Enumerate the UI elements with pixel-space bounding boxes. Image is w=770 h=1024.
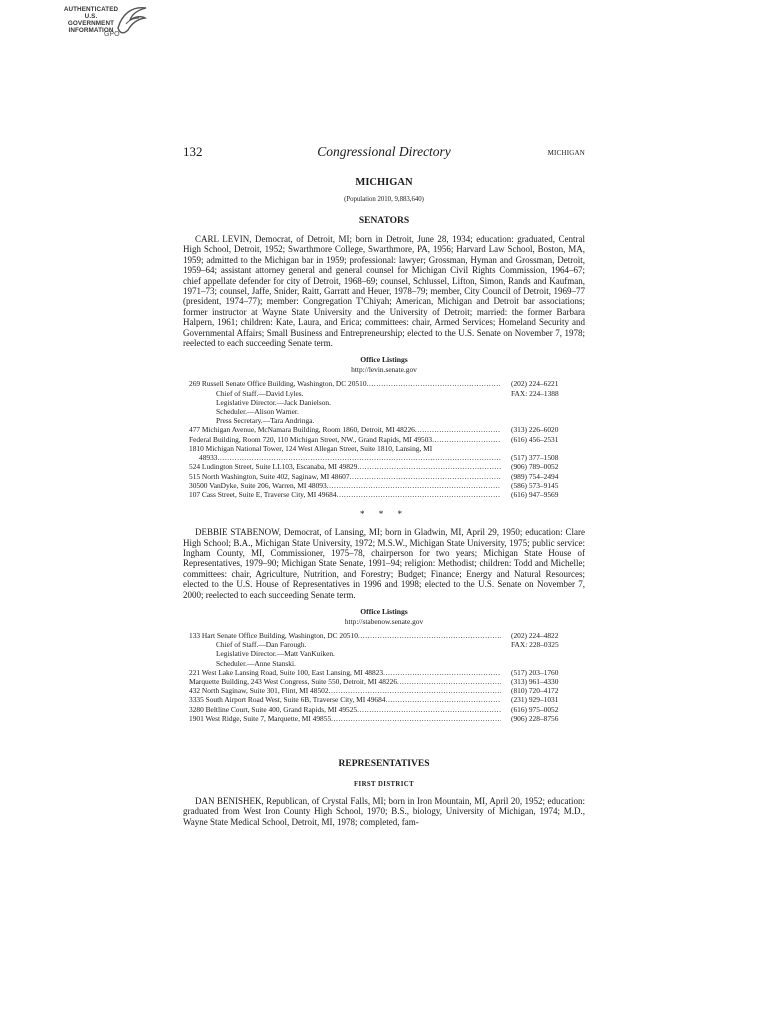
office-listing-row [183, 389, 585, 398]
dot-leader [432, 435, 501, 444]
office-listing-row [183, 379, 585, 388]
address-text: 524 Ludington Street, Suite LL103, Escanaba, MI 49829 [189, 462, 358, 472]
phone-number [501, 659, 585, 668]
phone-number [501, 416, 585, 425]
office-listing-row [183, 453, 585, 462]
phone-number: (906) 789–0052 [511, 462, 559, 472]
phone-number: (616) 947–9569 [511, 489, 559, 499]
address-text: 48933 [199, 453, 218, 463]
address-text: 107 Cass Street, Suite E, Traverse City, MI 49684 [189, 489, 337, 499]
staff-entry: Chief of Staff.—David Lyles. [216, 388, 304, 398]
dot-leader [397, 677, 501, 686]
district-heading: FIRST DISTRICT [353, 780, 415, 788]
listing-address [183, 379, 501, 388]
dot-leader [383, 668, 501, 677]
office-listing-row [183, 416, 585, 425]
listing-address [183, 435, 501, 444]
office-listing-row [183, 481, 585, 490]
dot-leader [331, 714, 501, 723]
dot-leader [357, 462, 501, 471]
listing-address [183, 677, 501, 686]
dot-leader [337, 490, 501, 499]
gpo-authentication-seal [62, 6, 148, 46]
running-header [183, 144, 585, 164]
address-text: 269 Russell Senate Office Building, Washington, DC 20510 [189, 379, 367, 389]
phone-number [501, 444, 585, 453]
office-listing-row [183, 668, 585, 677]
dot-leader [217, 453, 501, 462]
seal-line-2: U.S. GOVERNMENT [67, 13, 115, 27]
listing-address [183, 695, 501, 704]
listing-address [183, 631, 501, 640]
listing-address [183, 640, 501, 649]
office-listings [183, 379, 585, 499]
dot-leader [350, 472, 501, 481]
dot-leader [327, 481, 501, 490]
section-separator: * * * [360, 509, 408, 520]
office-listing-row [183, 490, 585, 499]
dot-leader [386, 695, 502, 704]
office-listing-row [183, 714, 585, 723]
dot-leader [329, 686, 501, 695]
listing-address [183, 462, 501, 471]
staff-entry: Legislative Director.—Matt VanKuiken. [216, 649, 335, 659]
representatives-heading: REPRESENTATIVES [338, 758, 430, 769]
state-title: MICHIGAN [355, 177, 413, 188]
listing-address [183, 481, 501, 490]
phone-number: (586) 573–9145 [511, 480, 559, 490]
population-note: (Population 2010, 9,883,640) [344, 196, 424, 203]
office-listings-heading: Office Listings [360, 606, 408, 616]
publication-title: Congressional Directory [317, 144, 451, 159]
office-listing-row [183, 407, 585, 416]
staff-entry: Press Secretary.—Tara Andringa. [216, 416, 315, 426]
office-listing-row [183, 425, 585, 434]
address-text: Federal Building, Room 720, 110 Michigan Street, NW., Grand Rapids, MI 49503 [189, 434, 433, 444]
phone-number [501, 407, 585, 416]
listing-address [183, 453, 501, 462]
office-listing-row [183, 444, 585, 453]
phone-number: (313) 961–4330 [511, 676, 559, 686]
address-text: Marquette Building, 243 West Congress, Suite 550, Detroit, MI 48226 [189, 676, 398, 686]
phone-number: (313) 226–6020 [511, 425, 559, 435]
phone-number: (616) 456–2531 [511, 434, 559, 444]
listing-address [183, 416, 501, 425]
phone-number: (810) 720–4172 [511, 686, 559, 696]
office-listing-row [183, 677, 585, 686]
directory-page [183, 144, 585, 836]
senators-section [183, 234, 585, 723]
senator-bio: CARL LEVIN, Democrat, of Detroit, MI; born in Detroit, June 28, 1934; education: graduated, Central High School, Detroit, 1952; Swarthmore College, Swarthmore, PA, 1956; Harvard Law School, Boston, MA, 1959; admitted to the Michigan bar in 1959; professional: lawyer; Grossman, Hyman and Grossman, Detroit, 1959–64; assistant attorney general and general counsel for Michigan Civil Rights Commission, 1964–67; chief appellate defender for city of Detroit, 1968–69; counsel, Schlussel, Lifton, Simon, Rands and Kaufman, 1971–73; counsel, Jaffe, Snider, Raitt, Garratt and Heuer, 1978–79; member, City Council of Detroit, 1969–77 (president, 1974–77); member: Congregation T'Chiyah; American, Michigan and Detroit bar associations; former instructor at Wayne State University and the University of Detroit; married: the former Barbara Halpern, 1961; children: Kate, Laura, and Erica; committees: chair, Armed Services; Homeland Security and Governmental Affairs; Small Business and Entrepreneurship; elected to the U.S. Senate on November 7, 1978; reelected to each succeeding Senate term. [183, 234, 585, 349]
listing-address [183, 407, 501, 416]
phone-number: (202) 224–4822 [511, 630, 559, 640]
office-website-url: http://stabenow.senate.gov [344, 616, 424, 626]
staff-entry: Scheduler.—Alison Warner. [216, 407, 299, 417]
phone-number: (231) 929–1031 [511, 695, 559, 705]
address-text: 30500 VanDyke, Suite 206, Warren, MI 48093 [189, 480, 327, 490]
senator-bio: DEBBIE STABENOW, Democrat, of Lansing, MI; born in Gladwin, MI, April 29, 1950; education: Clare High School; B.A., Michigan State University, 1972; M.S.W., Michigan State University, 1975; public service: Ingham County, MI, Commissioner, 1975–78, chairperson for two years; Michigan State House of Representatives, 1979–90; Michigan State Senate, 1991–94; religion: Methodist; children: Todd and Michelle; committees: chair, Agriculture, Nutrition, and Forestry; Budget; Finance; Energy and Natural Resources; elected to the U.S. House of Representatives in 1996 and 1998; elected to the U.S. Senate on November 7, 2000; reelected to each succeeding Senate term. [183, 527, 585, 600]
phone-number: (202) 224–6221 [511, 379, 559, 389]
phone-number [501, 398, 585, 407]
dot-leader [358, 631, 501, 640]
listing-address [183, 425, 501, 434]
office-listings [183, 631, 585, 723]
office-listings-heading: Office Listings [360, 355, 408, 365]
listing-address [183, 389, 501, 398]
eagle-icon [112, 4, 150, 38]
staff-entry: Chief of Staff.—Dan Farough. [216, 640, 307, 650]
office-website-url: http://levin.senate.gov [351, 365, 417, 375]
seal-line-1: AUTHENTICATED [63, 6, 119, 13]
office-listing-row [183, 640, 585, 649]
office-listing-row [183, 472, 585, 481]
phone-number [501, 649, 585, 658]
listing-address [183, 714, 501, 723]
seal-line-3: INFORMATION [68, 27, 114, 34]
listing-address [183, 398, 501, 407]
listing-address [183, 649, 501, 658]
address-text: 515 North Washington, Suite 402, Saginaw, MI 48607 [189, 471, 350, 481]
address-text: 133 Hart Senate Office Building, Washington, DC 20510 [189, 630, 358, 640]
senators-heading: SENATORS [358, 216, 410, 226]
listing-address [183, 659, 501, 668]
address-text: 432 North Saginaw, Suite 301, Flint, MI 48502 [189, 686, 329, 696]
address-text: 221 West Lake Lansing Road, Suite 100, East Lansing, MI 48823 [189, 667, 384, 677]
office-listing-row [183, 462, 585, 471]
office-listing-row [183, 695, 585, 704]
listing-address [183, 444, 501, 453]
phone-number: (989) 754–2494 [511, 471, 559, 481]
office-listing-row [183, 705, 585, 714]
listing-address [183, 668, 501, 677]
phone-number: (517) 377–1508 [511, 453, 559, 463]
phone-number: (616) 975–0052 [511, 704, 559, 714]
seal-gpo-text: GPO [104, 31, 120, 38]
office-listing-row [183, 649, 585, 658]
office-listing-row [183, 435, 585, 444]
listing-address [183, 705, 501, 714]
dot-leader [367, 379, 501, 388]
office-listing-row [183, 631, 585, 640]
office-listing-row [183, 686, 585, 695]
listing-address [183, 490, 501, 499]
dot-leader [415, 425, 501, 434]
staff-entry: Legislative Director.—Jack Danielson. [216, 397, 331, 407]
page-number: 132 [183, 144, 203, 159]
phone-number: (517) 203–1760 [511, 667, 559, 677]
phone-number: FAX: 228–0325 [511, 640, 559, 650]
address-text: 1810 Michigan National Tower, 124 West Allegan Street, Suite 1810, Lansing, MI [189, 443, 433, 453]
phone-number: (906) 228–8756 [511, 713, 559, 723]
dot-leader [357, 705, 501, 714]
running-state-name: MICHIGAN [547, 149, 585, 157]
address-text: 477 Michigan Avenue, McNamara Building, Room 1860, Detroit, MI 48226 [189, 425, 415, 435]
address-text: 3335 South Airport Road West, Suite 6B, Traverse City, MI 49684 [189, 695, 386, 705]
office-listing-row [183, 398, 585, 407]
representative-bio: DAN BENISHEK, Republican, of Crystal Falls, MI; born in Iron Mountain, MI, April 20, 1952; education: graduated from West Iron County High School, 1970; B.S., biology, University of Michigan, 1974; M.D., Wayne State Medical School, Detroit, MI, 1978; completed, fam- [183, 795, 585, 827]
listing-address [183, 686, 501, 695]
address-text: 1901 West Ridge, Suite 7, Marquette, MI 49855 [189, 713, 332, 723]
listing-address [183, 472, 501, 481]
phone-number: FAX: 224–1388 [511, 388, 559, 398]
office-listing-row [183, 659, 585, 668]
address-text: 3280 Beltline Court, Suite 400, Grand Rapids, MI 49525 [189, 704, 358, 714]
staff-entry: Scheduler.—Anne Stanski. [216, 658, 296, 668]
